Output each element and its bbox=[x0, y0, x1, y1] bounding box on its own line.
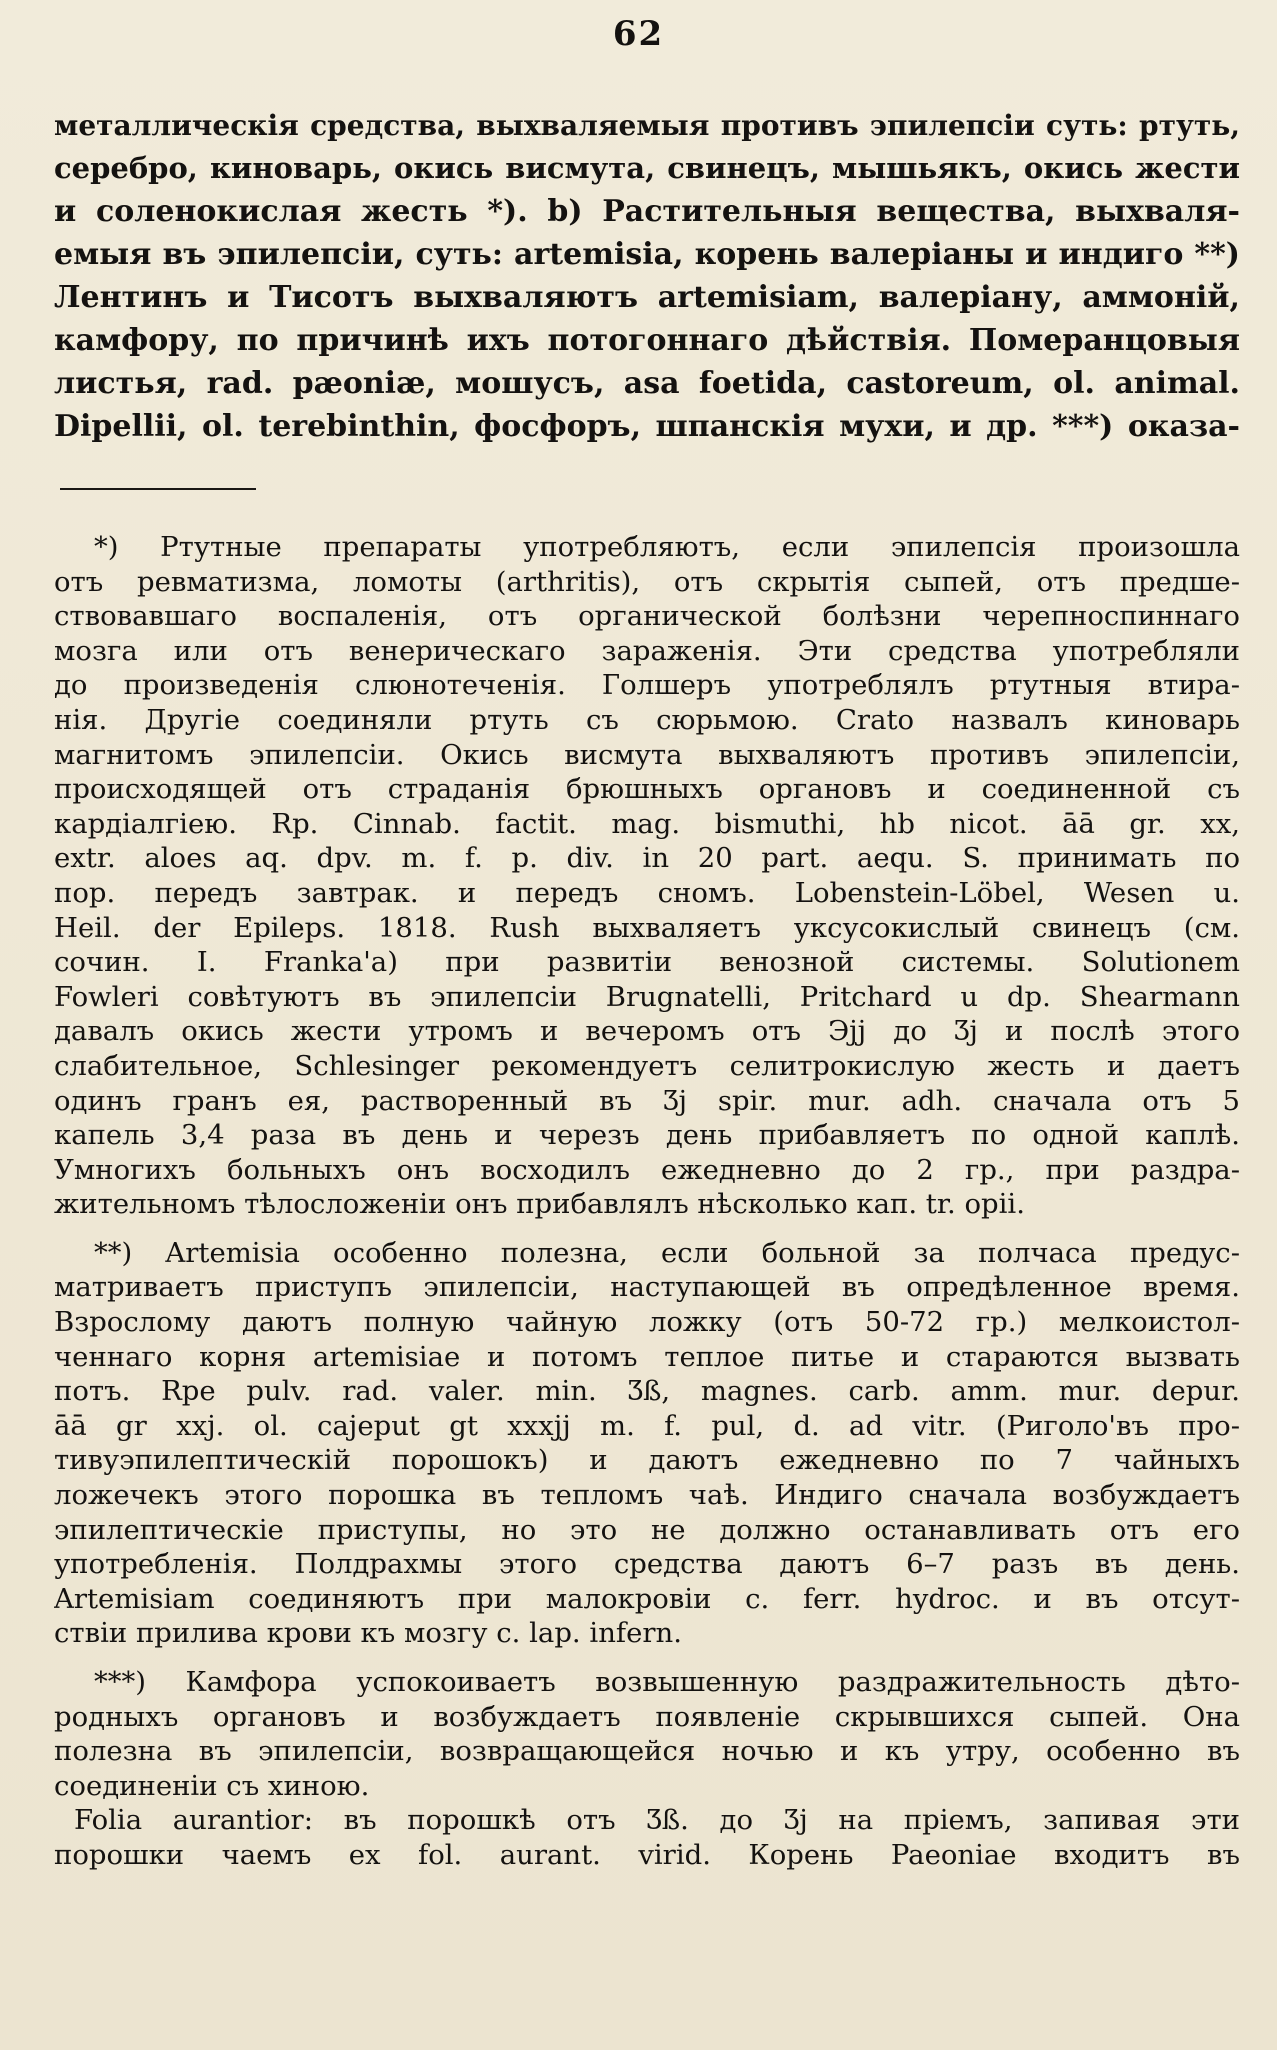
footnote-line: extr. aloes aq. dpv. m. f. p. div. in 20 part. aequ. S. принимать по bbox=[54, 842, 1240, 875]
footnote-line: эпилептическіе приступы, но это не должно останавливать отъ его bbox=[54, 1513, 1240, 1546]
footnote-line: **) Artemisia особенно полезна, если больной за полчаса предус- bbox=[94, 1236, 1240, 1269]
footnote-line: ченнаго корня artemisiae и потомъ теплое питье и стараются вызвать bbox=[54, 1340, 1240, 1373]
footnote-line: Artemisiam соединяютъ при малокровіи c. ferr. hydroc. и въ отсут- bbox=[54, 1582, 1240, 1615]
footnote-line: ложечекъ этого порошка въ тепломъ чаѣ. Индиго сначала возбуждаетъ bbox=[54, 1479, 1240, 1512]
footnote-line: *) Ртутные препараты употребляютъ, если эпилепсія произошла bbox=[94, 531, 1240, 563]
footnote-line: употребленія. Полдрахмы этого средства даютъ 6–7 разъ въ день. bbox=[54, 1548, 1240, 1581]
footnote-line: сочин. I. Franka'a) при развитіи венозной системы. Solutionem bbox=[54, 946, 1240, 979]
footnote-line: капель 3,4 раза въ день и черезъ день прибавляетъ по одной каплѣ. bbox=[54, 1119, 1240, 1152]
footnote-camphor bbox=[54, 1665, 1240, 1873]
footnote-line: жительномъ тѣлосложеніи онъ прибавлялъ нѣсколько кап. tr. opii. bbox=[54, 1188, 1025, 1221]
footnote-artemisia bbox=[54, 1236, 1240, 1651]
footnote-line: Heil. der Epileps. 1818. Rush выхваляетъ уксусокислый свинецъ (см. bbox=[54, 911, 1240, 944]
main-text-line: Лентинъ и Тисотъ выхваляютъ artemisiam, валеріану, аммоній, bbox=[54, 280, 1240, 315]
main-text-line: и соленокислая жесть *). b) Растительныя вещества, выхваля- bbox=[54, 194, 1240, 229]
main-text-line: емыя въ эпилепсіи, суть: artemisia, корень валеріаны и индиго **) bbox=[54, 237, 1240, 272]
footnote-line: родныхъ органовъ и возбуждаетъ появленіе скрывшихся сыпей. Она bbox=[54, 1700, 1240, 1733]
footnote-line: Fowleri совѣтуютъ въ эпилепсіи Brugnatelli, Pritchard u dp. Shearmann bbox=[54, 980, 1240, 1013]
footnote-line: соединеніи съ хиною. bbox=[54, 1769, 370, 1802]
page-number: 62 bbox=[612, 14, 665, 54]
footnote-line: мозга или отъ венерическаго зараженія. Эти средства употребляли bbox=[54, 634, 1240, 667]
footnote-separator bbox=[60, 488, 256, 490]
footnote-line: Folia aurantior: въ порошкѣ отъ Ʒß. до Ʒj на пріемъ, запивая эти bbox=[74, 1804, 1240, 1837]
footnote-line: до произведенія слюнотеченія. Голшеръ употреблялъ ртутныя втира- bbox=[54, 669, 1240, 702]
main-text bbox=[54, 104, 1240, 448]
main-text-line: Dipellii, ol. terebinthin, фосфоръ, шпанскія мухи, и др. ***) оказа- bbox=[54, 409, 1240, 444]
footnote-mercury bbox=[54, 530, 1240, 1222]
footnote-line: магнитомъ эпилепсіи. Окись висмута выхваляютъ противъ эпилепсіи, bbox=[54, 738, 1240, 771]
footnote-line: Взрослому даютъ полную чайную ложку (отъ 50-72 гр.) мелкоистол- bbox=[54, 1306, 1240, 1339]
footnote-line: ствовавшаго воспаленія, отъ органической болѣзни черепноспиннаго bbox=[54, 600, 1240, 633]
footnote-line: происходящей отъ страданія брюшныхъ органовъ и соединенной съ bbox=[54, 773, 1240, 806]
footnote-line: потъ. Rpe pulv. rad. valer. min. Ʒß, magnes. carb. amm. mur. depur. bbox=[54, 1375, 1240, 1408]
footnote-line: āā gr xxj. ol. cajeput gt xxxjj m. f. pul, d. ad vitr. (Риголо'въ про- bbox=[54, 1409, 1240, 1442]
footnote-line: давалъ окись жести утромъ и вечеромъ отъ Эjj до Ʒj и послѣ этого bbox=[54, 1015, 1240, 1048]
footnote-line: отъ ревматизма, ломоты (arthritis), отъ скрытія сыпей, отъ предше- bbox=[54, 565, 1240, 598]
footnote-line: тивуэпилептическій порошокъ) и даютъ ежедневно по 7 чайныхъ bbox=[54, 1444, 1240, 1477]
footnote-line: пор. передъ завтрак. и передъ сномъ. Lobenstein-Löbel, Wesen u. bbox=[54, 876, 1240, 909]
footnote-line: Умногихъ больныхъ онъ восходилъ ежедневно до 2 гр., при раздра- bbox=[54, 1153, 1240, 1186]
footnote-line: слабительное, Schlesinger рекомендуетъ селитрокислую жесть и даетъ bbox=[54, 1049, 1240, 1082]
main-text-line: листья, rad. pæoniæ, мошусъ, asa foetida, castoreum, ol. animal. bbox=[54, 366, 1240, 401]
footnote-line: кардіалгіею. Rp. Cinnab. factit. mag. bismuthi, hb nicot. āā gr. xx, bbox=[54, 807, 1240, 840]
footnote-line: порошки чаемъ ex fol. aurant. virid. Корень Paeoniae входитъ въ bbox=[54, 1838, 1240, 1871]
main-text-line: камфору, по причинѣ ихъ потогоннаго дѣйствія. Померанцовыя bbox=[54, 323, 1240, 358]
footnote-line: нія. Другіе соединяли ртуть съ сюрьмою. Crato назвалъ киноварь bbox=[54, 703, 1240, 736]
footnote-line: ***) Камфора успокоиваетъ возвышенную раздражительность дѣто- bbox=[94, 1666, 1240, 1698]
main-text-line: металлическія средства, выхваляемыя противъ эпилепсіи суть: ртуть, bbox=[54, 109, 1240, 142]
footnote-line: полезна въ эпилепсіи, возвращающейся ночью и къ утру, особенно въ bbox=[54, 1735, 1240, 1768]
footnote-line: одинъ гранъ ея, растворенный въ Ʒj spir. mur. adh. сначала отъ 5 bbox=[54, 1084, 1240, 1117]
footnote-line: ствіи прилива крови къ мозгу c. lap. infern. bbox=[54, 1617, 682, 1650]
footnote-line: матриваетъ приступъ эпилепсіи, наступающей въ опредѣленное время. bbox=[54, 1271, 1240, 1304]
main-text-line: серебро, киноварь, окись висмута, свинецъ, мышьякъ, окись жести bbox=[54, 151, 1240, 185]
footnotes bbox=[54, 530, 1240, 1887]
